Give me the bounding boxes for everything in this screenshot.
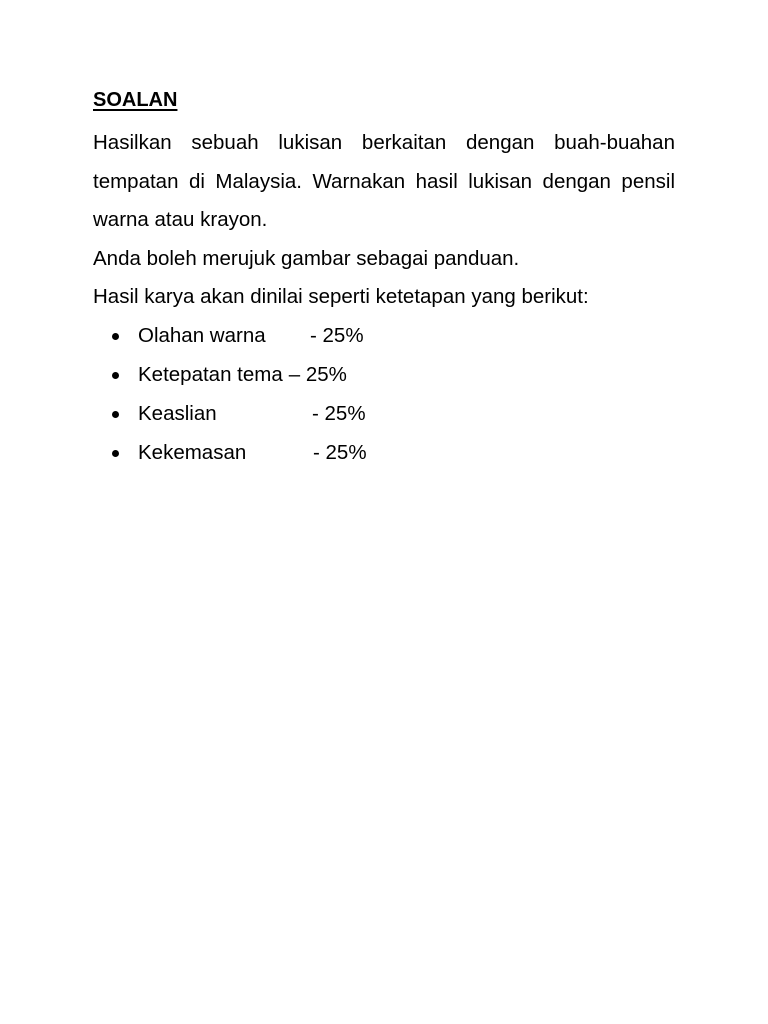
criteria-list xyxy=(93,317,675,473)
criteria-item xyxy=(112,356,675,395)
criteria-item xyxy=(112,434,675,473)
bullet-icon xyxy=(112,372,119,379)
criteria-value: - 25% xyxy=(310,324,364,347)
bullet-icon xyxy=(112,411,119,418)
criteria-value: - 25% xyxy=(313,441,367,464)
criteria-item xyxy=(112,317,675,356)
criteria-item xyxy=(112,395,675,434)
criteria-name: Keaslian xyxy=(138,402,217,425)
criteria-intro: Hasil karya akan dinilai seperti ketetapan yang berikut: xyxy=(93,285,589,308)
criteria-value: - 25% xyxy=(312,402,366,425)
criteria-name: Ketepatan tema xyxy=(138,363,283,386)
criteria-value: – 25% xyxy=(288,363,347,386)
reference-note: Anda boleh merujuk gambar sebagai panduan. xyxy=(93,246,520,270)
bullet-icon xyxy=(112,333,119,340)
criteria-name: Kekemasan xyxy=(138,441,247,464)
bullet-icon xyxy=(112,450,119,457)
document-page xyxy=(93,86,675,473)
page-title: SOALAN xyxy=(93,89,178,111)
criteria-name: Olahan warna xyxy=(138,324,266,347)
instruction-text: Hasilkan sebuah lukisan berkaitan dengan buah-buahan tempatan di Malaysia. Warnakan hasil lukisan dengan pensil warna atau krayon. xyxy=(93,131,675,231)
